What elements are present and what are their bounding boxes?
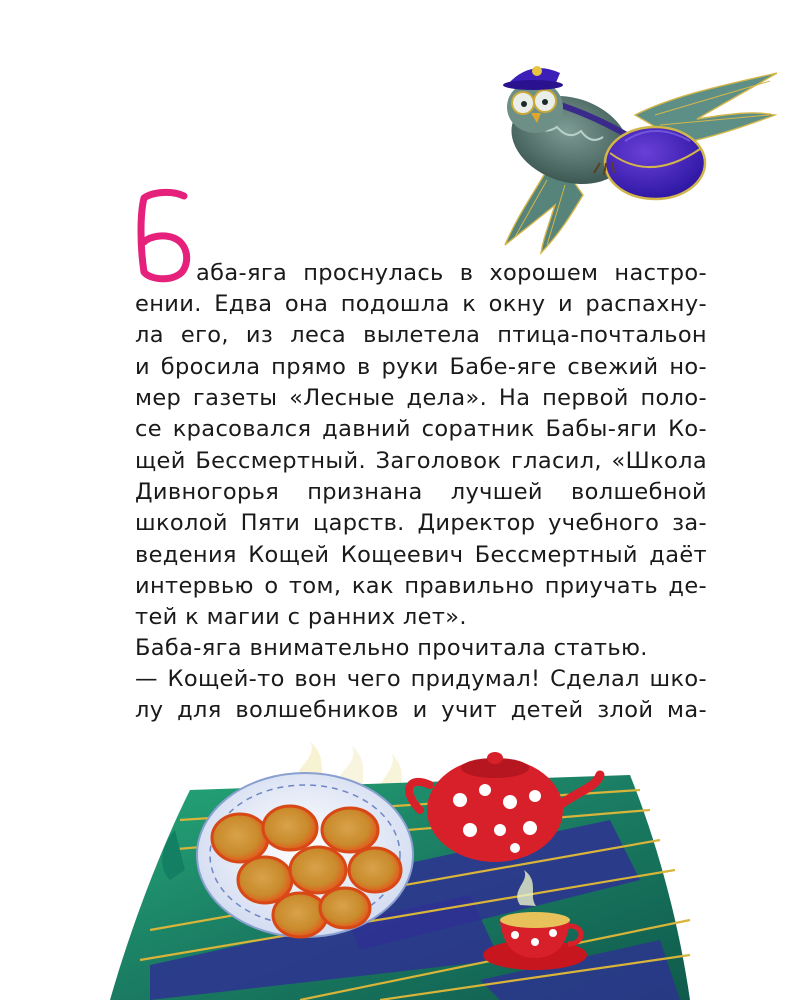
text-line: мер газеты «Лесные дела». На первой поло- [135,385,707,411]
text-line: тей к магии с ранних лет». [135,604,467,630]
text-line: се красовался давний соратник Бабы-яги Ко- [135,416,707,442]
text-line: Баба-яга внимательно прочитала статью. [135,635,648,661]
tea-table-illustration [0,730,800,1000]
text-line: — Кощей-то вон чего придумал! Сделал шко- [135,666,707,692]
text-line: школой Пяти царств. Директор учебного за- [135,510,707,536]
text-line: интервью о том, как правильно приучать де- [135,573,707,599]
text-line: Дивногорья признана лучшей волшебной [135,479,707,505]
text-line: и бросила прямо в руки Бабе-яге свежий но- [135,354,707,380]
text-line: ведения Кощей Кощеевич Бессмертный даёт [135,542,707,568]
text-line: лу для волшебников и учит детей злой ма- [135,697,707,723]
text-line: ении. Едва она подошла к окну и распахну- [135,291,707,317]
text-line: щей Бессмертный. Заголовок гласил, «Школа [135,448,707,474]
text-line: аба-яга проснулась в хорошем настро- [196,260,707,286]
text-line: ла его, из леса вылетела птица-почтальон [135,322,707,348]
